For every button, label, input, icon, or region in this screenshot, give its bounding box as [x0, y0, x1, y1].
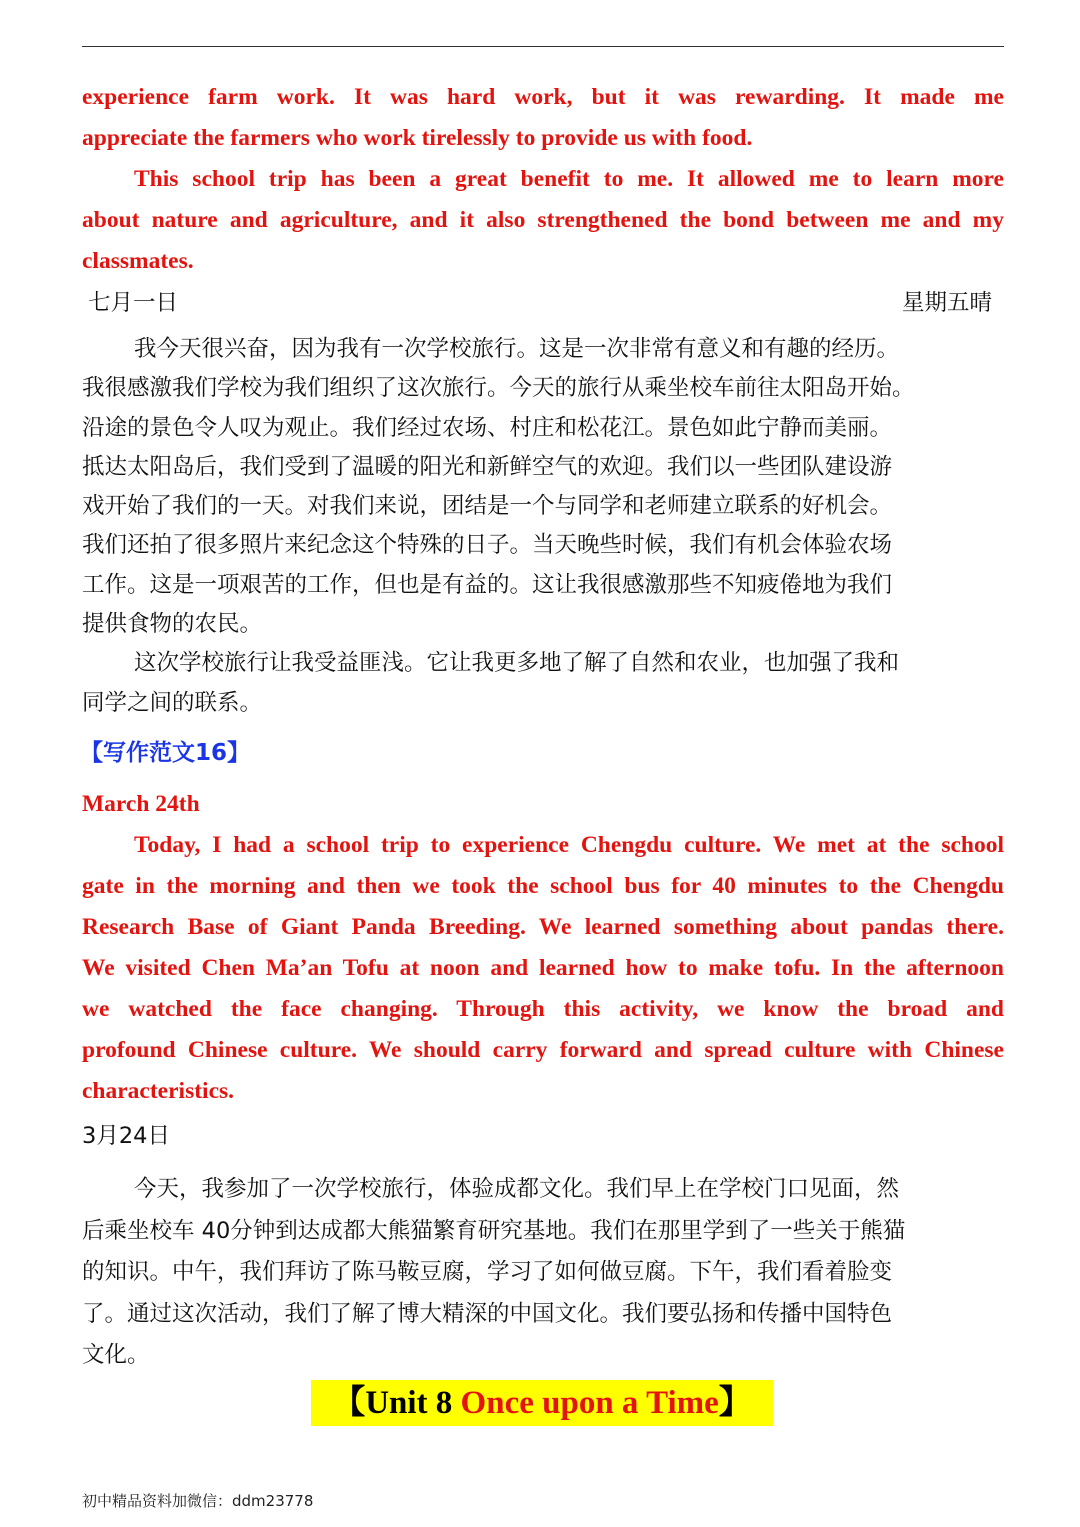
text-line: Research Base of Giant Panda Breeding. We learned something about pandas there. — [82, 914, 1004, 940]
text-line: experience farm work. It was hard work, but it was rewarding. It made me — [82, 84, 1004, 110]
text-line: profound Chinese culture. We should carry forward and spread culture with Chinese — [82, 1037, 1004, 1063]
text-line: about nature and agriculture, and it also strengthened the bond between me and my — [82, 207, 1004, 233]
text-line: 文化。 — [82, 1342, 150, 1368]
text-line: 我们还拍了很多照片来纪念这个特殊的日子。当天晚些时候，我们有机会体验农场 — [82, 532, 893, 559]
text-line: 抵达太阳岛后，我们受到了温暖的阳光和新鲜空气的欢迎。我们以一些团队建设游 — [82, 453, 893, 480]
text-line: 我很感激我们学校为我们组织了这次旅行。今天的旅行从乘坐校车前往太阳岛开始。 — [82, 375, 915, 402]
text-line: 这次学校旅行让我受益匪浅。它让我更多地了解了自然和农业，也加强了我和 — [134, 650, 900, 677]
text-line: 戏开始了我们的一天。对我们来说，团结是一个与同学和老师建立联系的好机会。 — [82, 493, 893, 520]
english-continuation — [82, 77, 1004, 282]
text-line: 后乘坐校车 40分钟到达成都大熊猫繁育研究基地。我们在那里学到了一些关于熊猫 — [82, 1217, 906, 1244]
text-line: appreciate the farmers who work tirelessly to provide us with food. — [82, 125, 753, 151]
banner-close-bracket: 】 — [718, 1385, 752, 1421]
text-line: 我今天很兴奋，因为我有一次学校旅行。这是一次非常有意义和有趣的经历。 — [134, 336, 900, 362]
banner-unit-title: Once upon a Time — [460, 1385, 719, 1421]
banner-unit-number: Unit 8 — [365, 1385, 453, 1421]
text-line: 沿途的景色令人叹为观止。我们经过农场、村庄和松花江。景色如此宁静而美丽。 — [82, 414, 893, 441]
banner-open-bracket: 【 — [332, 1385, 366, 1421]
text-line: This school trip has been a great benefit to me. It allowed me to learn more — [134, 166, 1004, 192]
chinese-diary-2 — [82, 1169, 1004, 1377]
diary-date: 七月一日 — [88, 290, 179, 316]
text-line: characteristics. — [82, 1078, 235, 1104]
footer-note: 初中精品资料加微信：ddm23778 — [82, 1492, 314, 1510]
text-line: classmates. — [82, 248, 194, 274]
english-essay-16 — [82, 825, 1004, 1112]
text-line: 提供食物的农民。 — [82, 611, 263, 638]
text-line: 了。通过这次活动，我们了解了博大精深的中国文化。我们要弘扬和传播中国特色 — [82, 1300, 893, 1327]
text-line: 的知识。中午，我们拜访了陈马鞍豆腐，学习了如何做豆腐。下午，我们看着脸变 — [82, 1259, 893, 1285]
text-line: 工作。这是一项艰苦的工作，但也是有益的。这让我很感激那些不知疲倦地为我们 — [82, 571, 893, 598]
text-line: gate in the morning and then we took the school bus for 40 minutes to the Chengdu — [82, 873, 1004, 899]
diary-date: 3月24日 — [82, 1123, 170, 1149]
chinese-diary-1 — [82, 330, 1004, 723]
section-heading: 【写作范文16】 — [80, 740, 251, 766]
essay-date: March 24th — [82, 791, 200, 817]
text-line: Today, I had a school trip to experience Chengdu culture. We met at the school — [134, 832, 1004, 858]
text-line: 同学之间的联系。 — [82, 689, 263, 716]
diary-weekday-weather: 星期五晴 — [901, 290, 992, 316]
text-line: We visited Chen Ma’an Tofu at noon and learned how to make tofu. In the afternoon — [82, 955, 1004, 981]
text-line: 今天，我参加了一次学校旅行，体验成都文化。我们早上在学校门口见面，然 — [134, 1176, 900, 1202]
text-line: we watched the face changing. Through this activity, we know the broad and — [82, 996, 1004, 1022]
unit-banner — [311, 1380, 773, 1426]
top-rule — [82, 46, 1004, 47]
